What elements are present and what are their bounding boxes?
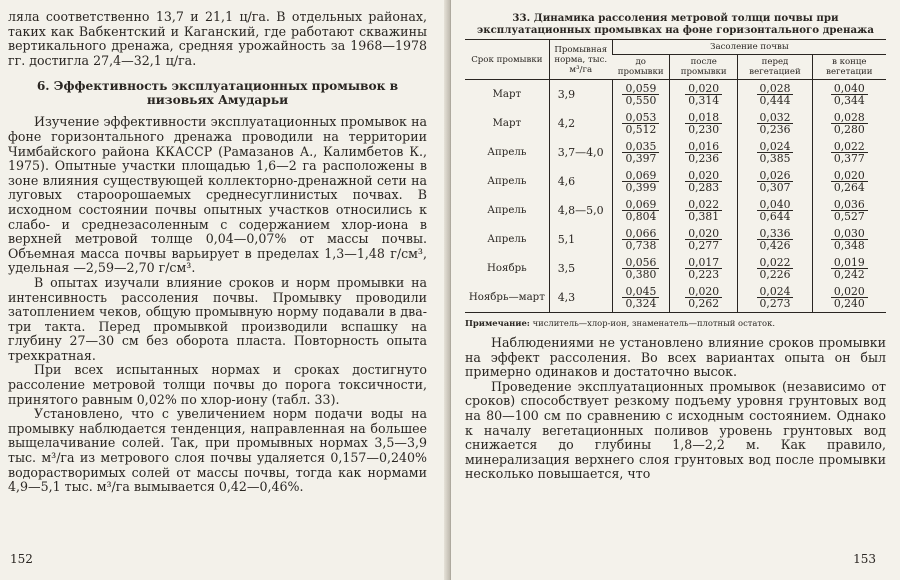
cell-fraction [738, 167, 812, 196]
fraction-numerator: 0,022 [757, 257, 794, 269]
paragraph: В опытах изучали влияние сроков и норм промывки на интенсивность рассоления почвы. Промывку проводили затоплением чеков, общую промывную норму подавали в два-три такта. Перед промывкой производили вспашку на глубину 27—30 см без оборота пласта. Повторность опыта трехкратная. [8, 274, 427, 363]
paragraph: Проведение эксплуатационных промывок (независимо от сроков) способствует резкому подъему уровня грунтовых вод на 80—100 см по сравнению с исходным состоянием. Однако к началу вегетационных поливов уровень грунтовых вод снижается до глубины 1,8—2,2 м. Как правило, минерализация верхнего слоя грунтовых вод после промывки несколько повышается, что [465, 378, 886, 482]
cell-fraction [670, 109, 738, 138]
table-title [465, 12, 886, 36]
cell-period: Апрель [487, 147, 527, 158]
fraction-denominator: 0,380 [625, 268, 657, 281]
fraction-denominator: 0,314 [688, 94, 720, 107]
cell-fraction [812, 254, 886, 283]
fraction-denominator: 0,324 [625, 297, 657, 310]
fraction-numerator: 0,026 [757, 170, 794, 182]
fraction-denominator: 0,277 [688, 239, 720, 252]
fraction-denominator: 0,262 [688, 297, 720, 310]
cell-fraction [812, 167, 886, 196]
fraction-denominator: 0,399 [625, 181, 657, 194]
cell-norm: 3,9 [549, 80, 612, 110]
right-page [451, 0, 900, 580]
fraction-numerator: 0,020 [685, 83, 722, 95]
paragraph: Установлено, что с увеличением норм подачи воды на промывку наблюдается тенденция, направленная на большее выщелачивание солей. Так, при промывных нормах 3,5—3,9 тыс. м³/га из метрового слоя почвы удаляется 0,157—0,240% водорастворимых солей от массы почвы, тогда как нормами 4,9—5,1 тыс. м³/га вымывается 0,42—0,46%. [8, 406, 427, 495]
cell-norm: 4,2 [549, 109, 612, 138]
salinity-table [465, 39, 886, 313]
cell-fraction [738, 196, 812, 225]
fraction-denominator: 0,236 [759, 123, 791, 136]
cell-fraction [670, 254, 738, 283]
fraction-denominator: 0,226 [759, 268, 791, 281]
cell-fraction [812, 109, 886, 138]
fraction-denominator: 0,273 [759, 297, 791, 310]
cell-norm: 4,6 [549, 167, 612, 196]
cell-fraction [738, 138, 812, 167]
fraction-denominator: 0,512 [625, 123, 657, 136]
fraction-denominator: 0,230 [688, 123, 720, 136]
cell-fraction [738, 109, 812, 138]
fraction-numerator: 0,020 [831, 286, 868, 298]
cell-norm: 4,3 [549, 283, 612, 313]
fraction-numerator: 0,020 [685, 286, 722, 298]
fraction-denominator: 0,283 [688, 181, 720, 194]
cell-fraction [670, 167, 738, 196]
cell-fraction [738, 254, 812, 283]
cell-fraction [812, 80, 886, 110]
fraction-numerator: 0,056 [622, 257, 659, 269]
table-row [465, 225, 886, 254]
cell-fraction [670, 80, 738, 110]
paragraph: Наблюдениями не установлено влияние сроков промывки на эффект рассоления. Во всех вариантах опыта он был примерно одинаков и достаточно высок. [465, 335, 886, 380]
fraction-denominator: 0,381 [688, 210, 720, 223]
cell-fraction [670, 196, 738, 225]
fraction-denominator: 0,242 [833, 268, 865, 281]
fraction-numerator: 0,022 [685, 199, 722, 211]
fraction-denominator: 0,236 [688, 152, 720, 165]
cell-fraction [612, 225, 669, 254]
page-number: 153 [853, 552, 876, 566]
table-row [465, 80, 886, 110]
fraction-numerator: 0,020 [685, 228, 722, 240]
fraction-numerator: 0,040 [831, 83, 868, 95]
fraction-denominator: 0,344 [833, 94, 865, 107]
fraction-denominator: 0,738 [625, 239, 657, 252]
cell-norm: 3,5 [549, 254, 612, 283]
fraction-denominator: 0,397 [625, 152, 657, 165]
cell-norm: 3,7—4,0 [549, 138, 612, 167]
cell-fraction [812, 196, 886, 225]
fraction-numerator: 0,059 [622, 83, 659, 95]
header-sub: в конце вегетации [812, 55, 886, 80]
fraction-numerator: 0,028 [831, 112, 868, 124]
fraction-numerator: 0,020 [831, 170, 868, 182]
cell-norm: 4,8—5,0 [549, 196, 612, 225]
fraction-numerator: 0,030 [831, 228, 868, 240]
cell-period: Ноябрь—март [468, 292, 545, 303]
fraction-denominator: 0,348 [833, 239, 865, 252]
paragraph: Изучение эффективности эксплуатационных промывок на фоне горизонтального дренажа проводили на территории Чимбайского района ККАССР (Рамазанов А., Калимбетов К., 1975). Опытные участки площадью 1,6—2 га расположены в зоне влияния существующей коллекторно-дренажной сети на луговых староорошаемых среднесуглинистых почвах. В исходном состоянии почвы опытных участков относились к слабо- и среднезасоленным с содержанием хлор-иона в верхней метровой толще 0,04—0,07% от массы почвы. Объемная масса почвы варьирует в пределах 1,3—1,48 г/см³, удельная —2,59—2,70 г/см³. [8, 114, 427, 276]
table-note [465, 318, 886, 328]
cell-fraction [612, 80, 669, 110]
fraction-numerator: 0,036 [831, 199, 868, 211]
cell-period: Март [492, 89, 522, 100]
fraction-numerator: 0,035 [622, 141, 659, 153]
left-page [0, 0, 449, 580]
fraction-denominator: 0,444 [759, 94, 791, 107]
table-title-line: 33. Динамика рассоления метровой толщи почвы при [512, 12, 839, 24]
cell-fraction [812, 225, 886, 254]
fraction-numerator: 0,018 [685, 112, 722, 124]
fraction-denominator: 0,264 [833, 181, 865, 194]
cell-fraction [812, 283, 886, 313]
table-note-text: числитель—хлор-ион, знаменатель—плотный остаток. [532, 318, 775, 328]
fraction-numerator: 0,032 [757, 112, 794, 124]
table-row [465, 167, 886, 196]
cell-fraction [670, 225, 738, 254]
cell-fraction [812, 138, 886, 167]
cell-fraction [738, 225, 812, 254]
cell-fraction [738, 80, 812, 110]
fraction-denominator: 0,804 [625, 210, 657, 223]
fraction-numerator: 0,016 [685, 141, 722, 153]
table-row [465, 283, 886, 313]
fraction-numerator: 0,040 [757, 199, 794, 211]
fraction-denominator: 0,426 [759, 239, 791, 252]
fraction-numerator: 0,019 [831, 257, 868, 269]
fraction-numerator: 0,069 [622, 199, 659, 211]
section-heading: 6. Эффективность эксплуатационных промывок в низовьях Амударьи [36, 79, 399, 108]
fraction-denominator: 0,385 [759, 152, 791, 165]
fraction-denominator: 0,527 [833, 210, 865, 223]
fraction-denominator: 0,377 [833, 152, 865, 165]
cell-fraction [612, 109, 669, 138]
cell-period: Апрель [487, 176, 527, 187]
cell-fraction [612, 138, 669, 167]
fraction-denominator: 0,280 [833, 123, 865, 136]
table-row [465, 196, 886, 225]
fraction-numerator: 0,024 [757, 286, 794, 298]
fraction-numerator: 0,053 [622, 112, 659, 124]
header-sub: перед вегетацией [738, 55, 812, 80]
table-row [465, 109, 886, 138]
cell-fraction [612, 283, 669, 313]
cell-fraction [612, 196, 669, 225]
fraction-denominator: 0,550 [625, 94, 657, 107]
cell-fraction [612, 254, 669, 283]
fraction-denominator: 0,240 [833, 297, 865, 310]
cell-fraction [670, 283, 738, 313]
paragraph: При всех испытанных нормах и сроках достигнуто рассоление метровой толщи почвы до порога токсичности, принятого равным 0,02% по хлор-иону (табл. 33). [8, 362, 427, 407]
table-note-label: Примечание: [465, 318, 530, 328]
fraction-numerator: 0,045 [622, 286, 659, 298]
header-sub: после промывки [670, 55, 738, 80]
cell-period: Апрель [487, 205, 527, 216]
fraction-numerator: 0,066 [622, 228, 659, 240]
fraction-numerator: 0,020 [685, 170, 722, 182]
fraction-numerator: 0,069 [622, 170, 659, 182]
header-salinity-group: Засоление почвы [612, 40, 886, 55]
fraction-numerator: 0,022 [831, 141, 868, 153]
header-sub: до промывки [612, 55, 669, 80]
cell-fraction [612, 167, 669, 196]
fraction-numerator: 0,028 [757, 83, 794, 95]
fraction-numerator: 0,336 [757, 228, 794, 240]
paragraph-continuation: ляла соответственно 13,7 и 21,1 ц/га. В отдельных районах, таких как Вабкентский и Каганский, где работают скважины вертикального дренажа, средняя урожайность за 1968—1978 гг. достигла 27,4—32,1 ц/га. [8, 9, 427, 68]
table-row [465, 138, 886, 167]
cell-norm: 5,1 [549, 225, 612, 254]
page-number: 152 [10, 552, 33, 566]
fraction-denominator: 0,223 [688, 268, 720, 281]
fraction-denominator: 0,644 [759, 210, 791, 223]
table-title-line: эксплуатационных промывках на фоне горизонтального дренажа [477, 24, 874, 36]
header-norm: Промывная норма, тыс. м³/га [549, 40, 612, 80]
fraction-numerator: 0,017 [685, 257, 722, 269]
fraction-denominator: 0,307 [759, 181, 791, 194]
cell-period: Март [492, 118, 522, 129]
cell-fraction [738, 283, 812, 313]
cell-period: Ноябрь [487, 263, 527, 274]
header-period: Срок промывки [465, 40, 549, 80]
cell-period: Апрель [487, 234, 527, 245]
cell-fraction [670, 138, 738, 167]
table-row [465, 254, 886, 283]
fraction-numerator: 0,024 [757, 141, 794, 153]
